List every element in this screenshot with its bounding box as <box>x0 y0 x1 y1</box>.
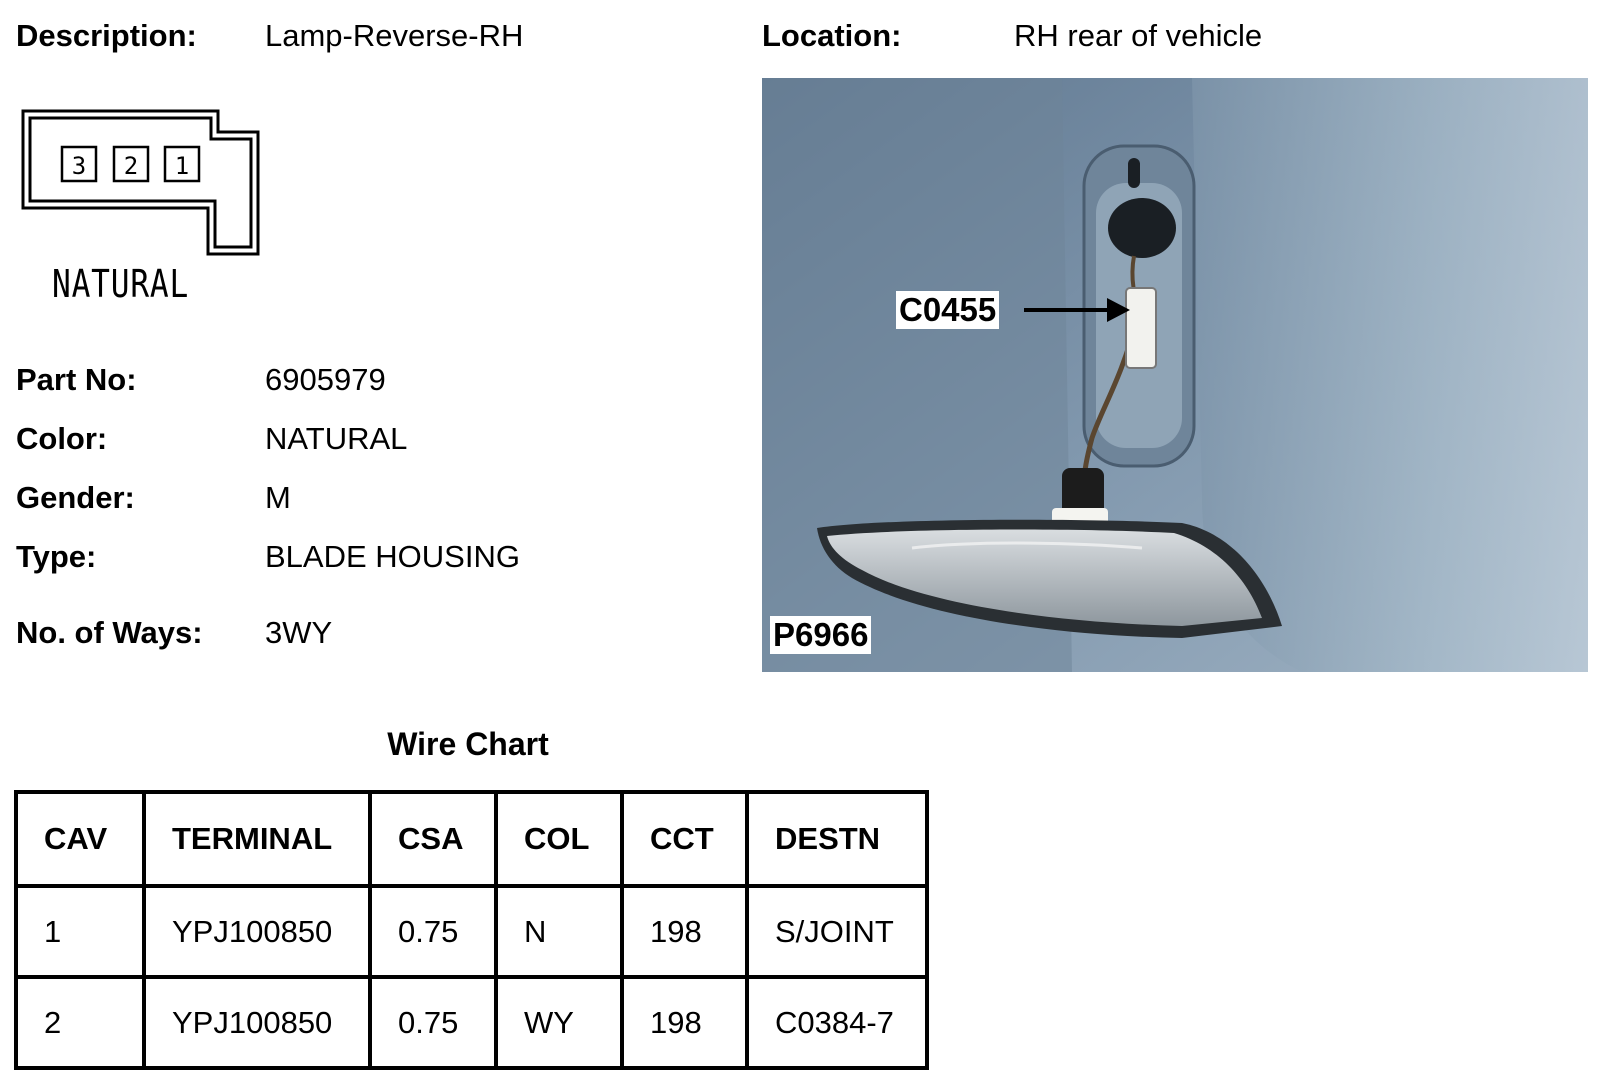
pin-3-number: 3 <box>71 152 87 180</box>
location-photo <box>762 78 1588 672</box>
connector-face-diagram <box>20 104 260 264</box>
column-header-csa: CSA <box>370 792 496 886</box>
color-value: NATURAL <box>265 421 408 456</box>
wire-chart-table <box>14 790 929 1070</box>
pin-1-number: 1 <box>174 152 190 180</box>
photo-id-label: P6966 <box>770 616 871 654</box>
wire-chart-title: Wire Chart <box>387 726 549 762</box>
cell-cav: 1 <box>16 886 144 977</box>
table-row <box>16 886 927 977</box>
table-row <box>16 977 927 1068</box>
connector-callout-label: C0455 <box>896 291 999 329</box>
cell-destn: S/JOINT <box>747 886 927 977</box>
cell-csa: 0.75 <box>370 977 496 1068</box>
description-label: Description: <box>16 18 197 53</box>
type-value: BLADE HOUSING <box>265 539 520 574</box>
part-no-value: 6905979 <box>265 362 386 397</box>
cell-cav: 2 <box>16 977 144 1068</box>
column-header-col: COL <box>496 792 622 886</box>
cell-csa: 0.75 <box>370 886 496 977</box>
pin-2-number: 2 <box>123 152 139 180</box>
gender-value: M <box>265 480 291 515</box>
description-value: Lamp-Reverse-RH <box>265 18 524 53</box>
ways-label: No. of Ways: <box>16 615 203 650</box>
vehicle-photo-illustration <box>762 78 1588 672</box>
cell-terminal: YPJ100850 <box>144 886 370 977</box>
ways-value: 3WY <box>265 615 333 650</box>
cell-col: N <box>496 886 622 977</box>
cell-destn: C0384-7 <box>747 977 927 1068</box>
connector-pins <box>62 147 199 181</box>
column-header-terminal: TERMINAL <box>144 792 370 886</box>
column-header-cct: CCT <box>622 792 747 886</box>
location-value: RH rear of vehicle <box>1014 18 1263 53</box>
color-label: Color: <box>16 421 108 456</box>
cell-cct: 198 <box>622 886 747 977</box>
part-no-label: Part No: <box>16 362 137 397</box>
column-header-cav: CAV <box>16 792 144 886</box>
gender-label: Gender: <box>16 480 135 515</box>
cell-col: WY <box>496 977 622 1068</box>
connector-color-text: NATURAL <box>52 262 190 306</box>
cell-terminal: YPJ100850 <box>144 977 370 1068</box>
location-label: Location: <box>762 18 902 53</box>
table-header-row <box>16 792 927 886</box>
type-label: Type: <box>16 539 97 574</box>
cell-cct: 198 <box>622 977 747 1068</box>
column-header-destn: DESTN <box>747 792 927 886</box>
